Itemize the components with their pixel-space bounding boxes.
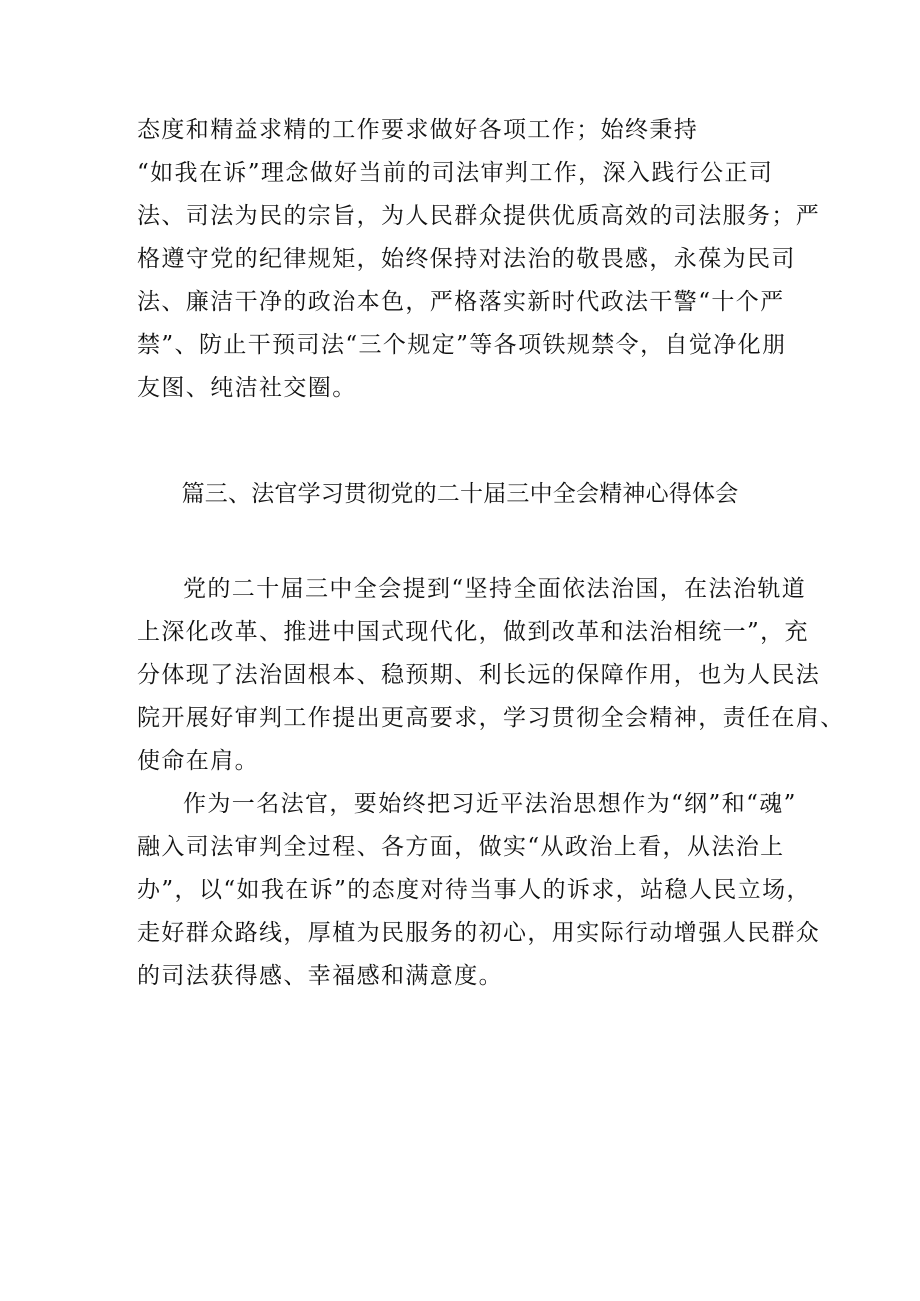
text-line: 法、司法为民的宗旨，为人民群众提供优质高效的司法服务；严 xyxy=(137,203,821,229)
text-line: 党的二十届三中全会提到“坚持全面依法治国，在法治轨道 xyxy=(183,576,807,602)
text-line: 法、廉洁干净的政治本色，严格落实新时代政法干警“十个严 xyxy=(137,289,785,315)
text-line: 融入司法审判全过程、各方面，做实“从政治上看，从法治上 xyxy=(137,834,785,860)
text-line: 作为一名法官，要始终把习近平法治思想作为“纲”和“魂” xyxy=(183,791,797,817)
text-line: 办”，以“如我在诉”的态度对待当事人的诉求，站稳人民立场， xyxy=(137,877,811,903)
text-line: 上深化改革、推进中国式现代化，做到改革和法治相统一”，充 xyxy=(137,619,809,645)
text-line: 使命在肩。 xyxy=(137,748,259,774)
text-line: 的司法获得感、幸福感和满意度。 xyxy=(137,963,503,989)
text-line: 禁”、防止干预司法“三个规定”等各项铁规禁令，自觉净化朋 xyxy=(137,332,787,358)
text-line: 分体现了法治固根本、稳预期、利长远的保障作用，也为人民法 xyxy=(137,662,821,688)
text-line: 院开展好审判工作提出更高要求，学习贯彻全会精神，责任在肩、 xyxy=(137,705,845,731)
text-line: 态度和精益求精的工作要求做好各项工作；始终秉持 xyxy=(137,117,699,143)
text-line: 友图、纯洁社交圈。 xyxy=(137,375,357,401)
text-line: 走好群众路线，厚植为民服务的初心，用实际行动增强人民群众 xyxy=(137,920,821,946)
section-heading: 篇三、法官学习贯彻党的二十届三中全会精神心得体会 xyxy=(181,481,739,507)
text-line: “如我在诉”理念做好当前的司法审判工作，深入践行公正司 xyxy=(137,160,774,186)
text-line: 格遵守党的纪律规矩，始终保持对法治的敬畏感，永葆为民司 xyxy=(137,246,796,272)
